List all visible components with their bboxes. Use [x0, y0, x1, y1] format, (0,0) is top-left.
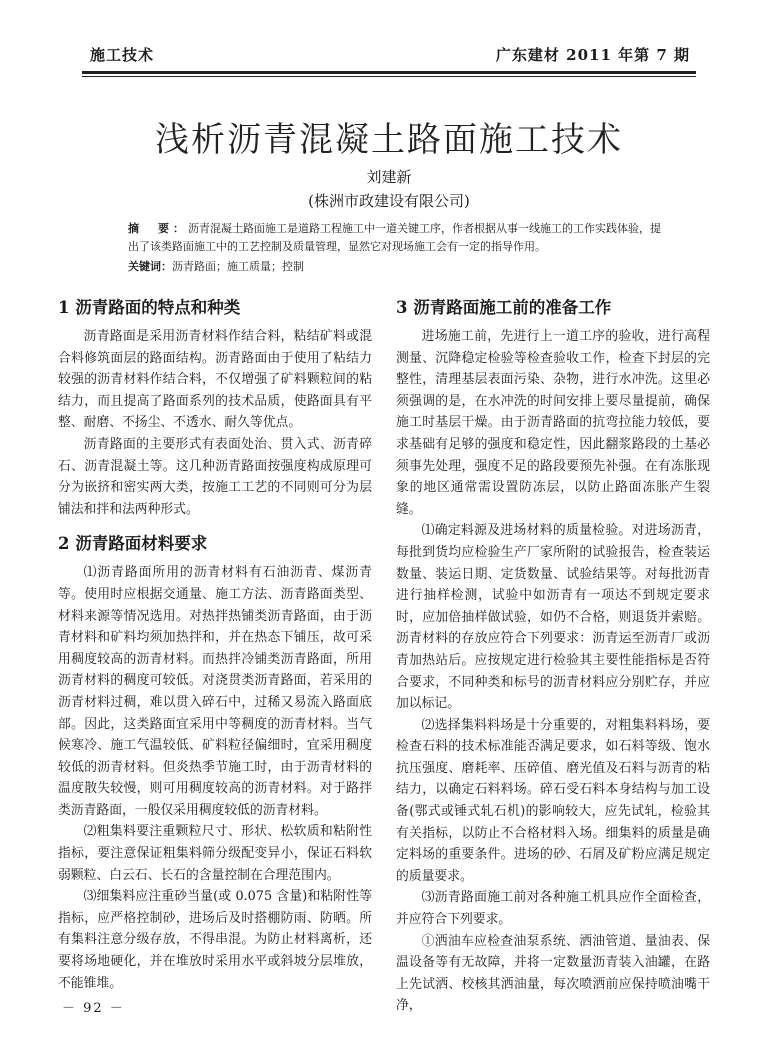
article-title: 浅析沥青混凝土路面施工技术 — [155, 120, 623, 160]
section-label: 施工技术 — [90, 46, 155, 64]
section-3-paragraph: ⑶沥青路面施工前对各种施工机具应作全面检查，并应符合下列要求。 — [396, 890, 710, 928]
keywords-text: 沥青路面；施工质量；控制 — [172, 260, 304, 273]
keywords-label: 关键词： — [128, 260, 172, 273]
section-1-paragraph: 沥青路面是采用沥青材料作结合料，粘结矿料或混合料修筑面层的路面结构。沥青路面由于使用了粘结力较强的沥青材料作结合料，不仅增强了矿料颗粒间的粘结力，而且提高了路面系列的技术品质，使路面具有平整、耐磨、不扬尘、不透水、耐久等优点。 — [58, 329, 372, 431]
abstract-label: 摘 要： — [128, 222, 188, 235]
section-3-paragraph: ①洒油车应检查油泵系统、洒油管道、量油表、保温设备等有无故障，并将一定数量沥青装入油罐，在路上先试洒、校核其洒油量，每次喷洒前应保持喷油嘴干净， — [396, 933, 710, 1014]
section-2-paragraph: ⑵粗集料要注重颗粒尺寸、形状、松软质和粘附性指标，要注意保证粗集料筛分级配变异小，保证石料软弱颗粒、白云石、长石的含量控制在合理范围内。 — [58, 824, 372, 883]
running-header — [82, 38, 696, 68]
abstract — [128, 220, 668, 256]
keywords — [128, 258, 668, 276]
section-3-paragraph: ⑴确定料源及进场材料的质量检验。对进场沥青，每批到货均应检验生产厂家所附的试验报告，检查装运数量、装运日期、定货数量、试验结果等。对每批沥青进行抽样检测，试验中如沥青有一项达不到规定要求时，应加倍抽样做试验，如仍不合格，则退货并索赔。沥青材料的存放应符合下列要求：沥青运至沥青厂或沥青加热站后。应按规定进行检验其主要性能指标是否符合要求，不同种类和标号的沥青材料应分别贮存，并应加以标记。 — [396, 523, 710, 712]
header-rule-thin — [82, 76, 696, 77]
author-name: 刘建新 — [366, 168, 412, 186]
left-column — [58, 292, 372, 994]
section-3-heading: 3 沥青路面施工前的准备工作 — [396, 298, 612, 317]
section-3-paragraph: ⑵选择集料料场是十分重要的，对粗集料料场，要检查石料的技术标准能否满足要求，如石料等级、饱水抗压强度、磨耗率、压碎值、磨光值及石料与沥青的粘结力，以确定石料料场。碎石受石料本身结构与加工设备(鄂式或锤式轧石机)的影响较大，应先试轧，检验其有关指标，以防止不合格材料入场。细集料的质量是确定料场的重要条件。进场的砂、石屑及矿粉应满足规定的质量要求。 — [396, 717, 710, 884]
journal-issue: 广东建材 2011 年第 7 期 — [495, 46, 690, 64]
right-column — [396, 292, 710, 1017]
section-2-paragraph: ⑶细集料应注重砂当量(或 0.075 含量)和粘附性等指标，应严格控制砂，进场后及时搭棚防雨、防晒。所有集料注意分级存放，不得串混。为防止材料离析，还要将场地硬化，并在堆放时采用水平或斜坡分层堆放，不能锥堆。 — [58, 889, 372, 991]
section-2-paragraph: ⑴沥青路面所用的沥青材料有石油沥青、煤沥青等。使用时应根据交通量、施工方法、沥青路面类型、材料来源等情况选用。对热拌热铺类沥青路面，由于沥青材料和矿料均须加热拌和，并在热态下铺压，故可采用稠度较高的沥青材料。而热拌冷铺类沥青路面，所用沥青材料的稠度可较低。对浇贯类沥青路面，若采用的沥青材料过稠，难以贯入碎石中，过稀又易流入路面底部。因此，这类路面宜采用中等稠度的沥青材料。当气候寒冷、施工气温较低、矿料粒径偏细时，宜采用稠度较低的沥青材料。但炎热季节施工时，由于沥青材料的温度散失较慢，则可用稠度较高的沥青材料。对于路拌类沥青路面，一般仅采用稠度较低的沥青材料。 — [58, 565, 372, 818]
section-3-paragraph: 进场施工前，先进行上一道工序的验收，进行高程测量、沉降稳定检验等检查验收工作，检查下封层的完整性，清理基层表面污染、杂物，进行水冲洗。这里必须强调的是，在水冲洗的时间安排上要尽量提前，确保施工时基层干燥。由于沥青路面的抗弯拉能力较低，要求基础有足够的强度和稳定性，因此翻浆路段的土基必须事先处理，强度不足的路段要预先补强。在有冻胀现象的地区通常需设置防冻层，以防止路面冻胀产生裂缝。 — [396, 329, 710, 517]
author-affiliation: (株洲市政建设有限公司) — [308, 192, 470, 210]
page-number: － 92 － — [62, 1001, 125, 1016]
section-1-paragraph: 沥青路面的主要形式有表面处治、贯入式、沥青碎石、沥青混凝土等。这几种沥青路面按强度构成原理可分为嵌挤和密实两大类，按施工工艺的不同则可分为层铺法和拌和法两种形式。 — [58, 436, 372, 517]
section-2-heading: 2 沥青路面材料要求 — [58, 534, 208, 554]
section-1-heading: 1 沥青路面的特点和种类 — [58, 298, 241, 317]
abstract-text: 沥青混凝土路面施工是道路工程施工中一道关键工序，作者根据从事一线施工的工作实践体验，提出了该类路面施工中的工艺控制及质量管理，显然它对现场施工会有一定的指导作用。 — [128, 222, 661, 253]
header-rule-thick — [82, 71, 696, 74]
